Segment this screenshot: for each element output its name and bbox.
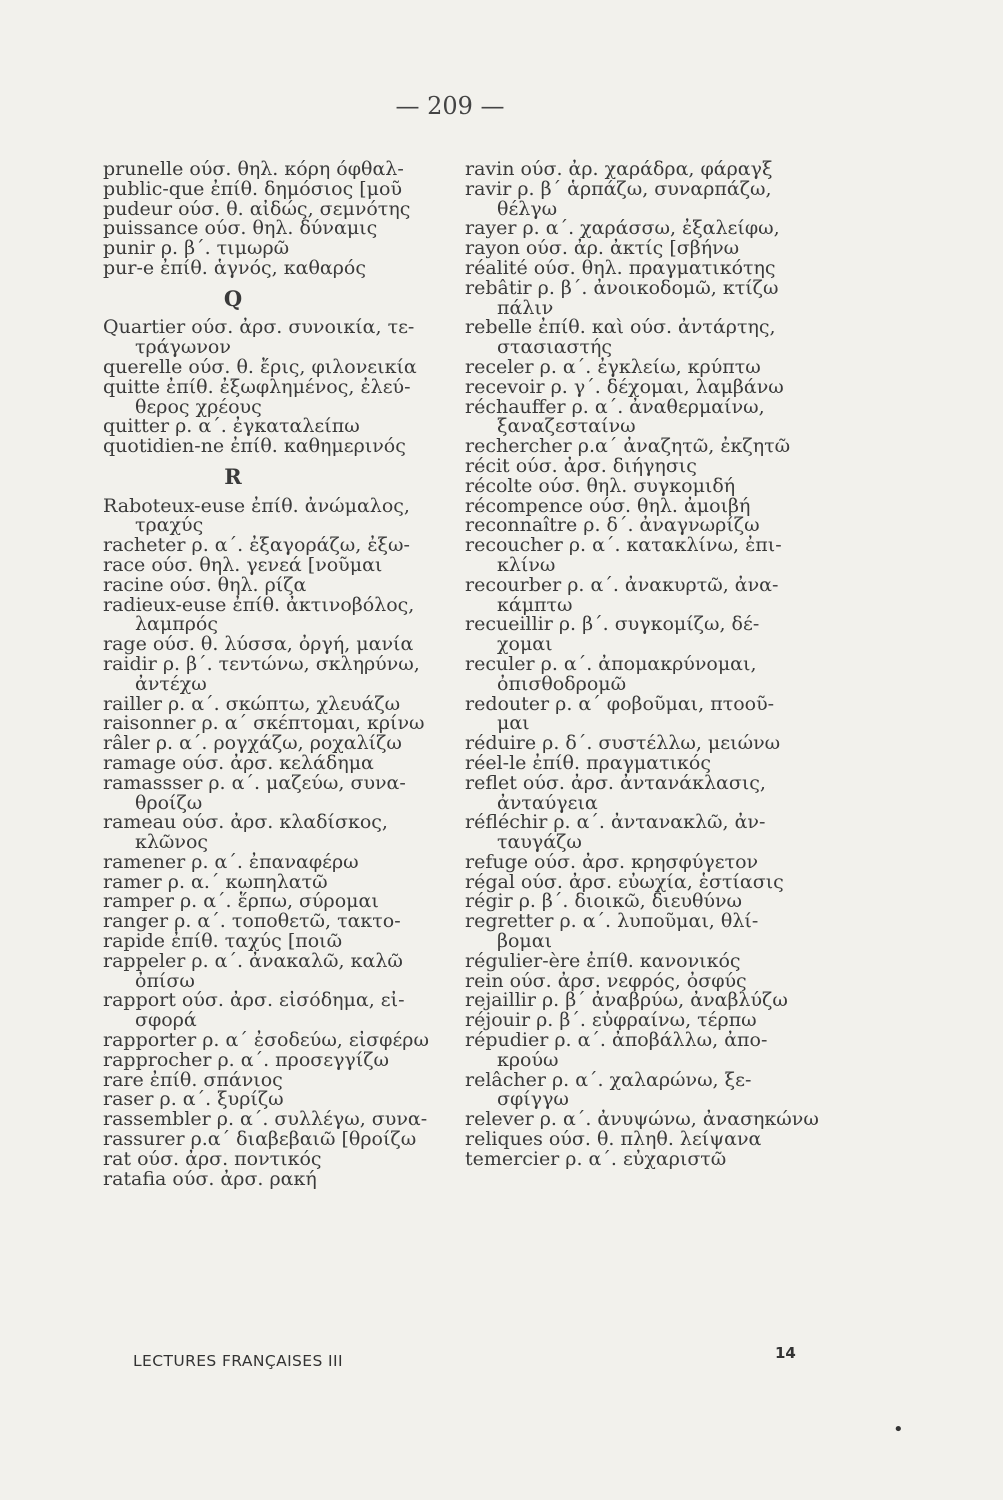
dictionary-entry: regretter ρ. α΄. λυποῦμαι, θλί-	[465, 910, 759, 933]
dictionary-entry: régal ούσ. ἀρσ. εὐωχία, ἑστίασις	[465, 870, 784, 893]
dictionary-entry: rassembler ρ. α΄. συλλέγω, συνα-	[103, 1108, 428, 1131]
dictionary-entry: quitte ἐπίθ. ἐξωφλημένος, ἐλεύ-	[103, 375, 411, 398]
page-number: — 209 —	[395, 92, 505, 120]
dictionary-entry: refuge ούσ. ἀρσ. κρησφύγετον	[465, 850, 759, 873]
dictionary-entry: ranger ρ. α΄. τοποθετῶ, τακτο-	[103, 910, 401, 933]
dictionary-entry: rapide ἐπίθ. ταχύς [ποιῶ	[103, 930, 343, 953]
dictionary-entry: récit ούσ. ἀρσ. διήγησις	[465, 454, 697, 477]
entry-continuation: βομαι	[497, 930, 553, 953]
entry-continuation: τράγωνον	[135, 336, 231, 359]
dictionary-entry: ravin ούσ. ἀρ. χαράδρα, φάραγξ	[465, 158, 773, 180]
dictionary-entry: relâcher ρ. α΄. χαλαρώνω, ξε-	[465, 1068, 752, 1091]
dictionary-entry: reculer ρ. α΄. ἀπομακρύνομαι,	[465, 652, 757, 675]
dictionary-entry: recoucher ρ. α΄. κατακλίνω, ἐπι-	[465, 534, 782, 557]
dictionary-entry: race ούσ. θηλ. γενεά [νοῦμαι	[103, 553, 383, 576]
dictionary-entry: ramage ούσ. ἀρσ. κελάδημα	[103, 751, 374, 774]
dictionary-entry: pudeur ούσ. θ. αἰδώς, σεμνότης	[103, 197, 411, 220]
entry-continuation: τραχύς	[135, 514, 204, 537]
dictionary-entry: réchauffer ρ. α΄. ἀναθερμαίνω,	[465, 395, 765, 418]
dictionary-entry: rameau ούσ. ἀρσ. κλαδίσκος,	[103, 811, 388, 834]
dictionary-entry: Quartier ούσ. ἀρσ. συνοικία, τε-	[103, 316, 415, 339]
dictionary-entry: railler ρ. α΄. σκώπτω, χλευάζω	[103, 692, 401, 715]
dictionary-entry: querelle ούσ. θ. ἔρις, φιλονεικία	[103, 355, 417, 378]
entry-continuation: χομαι	[497, 633, 553, 656]
dictionary-entry: rapporter ρ. α΄ ἐσοδεύω, εἰσφέρω	[103, 1029, 429, 1052]
dictionary-entry: réfléchir ρ. α΄. ἀντανακλῶ, ἀν-	[465, 811, 766, 834]
dictionary-entry: ravir ρ. β΄ ἁρπάζω, συναρπάζω,	[465, 177, 772, 200]
entry-continuation: πάλιν	[497, 296, 554, 319]
entry-continuation: θερος χρέους	[135, 395, 262, 418]
dictionary-entry: racine ούσ. θηλ. ρίζα	[103, 573, 307, 596]
dictionary-entry: reconnaître ρ. δ΄. ἀναγνωρίζω	[465, 514, 760, 537]
dictionary-entry: régir ρ. β΄. διοικῶ, διευθύνω	[465, 890, 743, 913]
dictionary-entry: rebâtir ρ. β΄. ἀνοικοδομῶ, κτίζω	[465, 276, 779, 299]
dictionary-entry: redouter ρ. α΄ φοβοῦμαι, πτοοῦ-	[465, 692, 775, 715]
entry-continuation: σφορά	[135, 1009, 197, 1032]
dictionary-entry: ramener ρ. α΄. ἐπαναφέρω	[103, 850, 359, 873]
entry-continuation: ταυγάζω	[497, 831, 582, 854]
dictionary-entry: réjouir ρ. β΄. εὐφραίνω, τέρπω	[465, 1009, 757, 1032]
entry-continuation: στασιαστής	[497, 336, 613, 359]
dictionary-entry: prunelle ούσ. θηλ. κόρη όφθαλ-	[103, 158, 404, 180]
dictionary-entry: ratafia ούσ. ἀρσ. ρακή	[103, 1167, 317, 1190]
dictionary-entry: ramper ρ. α΄. ἕρπω, σύρομαι	[103, 890, 379, 913]
entry-continuation: ξαναζεσταίνω	[497, 415, 636, 438]
dictionary-entry: rappeler ρ. α΄. ἀνακαλῶ, καλῶ	[103, 949, 403, 972]
dictionary-entry: recourber ρ. α΄. ἀνακυρτῶ, ἀνα-	[465, 573, 779, 596]
dictionary-entry: répudier ρ. α΄. ἀποβάλλω, ἀπο-	[465, 1029, 768, 1052]
dictionary-entry: radieux-euse ἐπίθ. ἀκτινοβόλος,	[103, 593, 415, 616]
dictionary-entry: rayon ούσ. ἀρ. ἀκτίς [σβήνω	[465, 237, 740, 260]
entry-continuation: μαι	[497, 712, 530, 735]
entry-continuation: θέλγω	[497, 197, 558, 220]
dictionary-entry: raser ρ. α΄. ξυρίζω	[103, 1088, 284, 1111]
dictionary-entry: rage ούσ. θ. λύσσα, ὀργή, μανία	[103, 633, 414, 656]
dictionary-entry: rassurer ρ.α΄ διαβεβαιῶ [θροίζω	[103, 1128, 417, 1151]
right-column	[465, 160, 825, 1170]
dictionary-entry: récompence ούσ. θηλ. ἀμοιβή	[465, 494, 751, 517]
dictionary-entry: raisonner ρ. α΄ σκέπτομαι, κρίνω	[103, 712, 425, 735]
dictionary-entry: raidir ρ. β΄. τεντώνω, σκληρύνω,	[103, 652, 420, 675]
entry-continuation: ὀπίσω	[135, 969, 195, 992]
dictionary-entry: réalité ούσ. θηλ. πραγματικότης	[465, 256, 776, 279]
entry-continuation: λαμπρός	[135, 613, 218, 636]
left-column	[103, 160, 483, 1189]
dictionary-entry: régulier-ère ἐπίθ. κανονικός	[465, 949, 741, 972]
entry-continuation: ἀνταύγεια	[497, 791, 598, 814]
dictionary-entry: rein ούσ. ἀρσ. νεφρός, ὀσφύς	[465, 969, 747, 992]
dictionary-entry: recevoir ρ. γ΄. δέχομαι, λαμβάνω	[465, 375, 784, 398]
dictionary-entry: rare ἐπίθ. σπάνιος	[103, 1068, 283, 1091]
dictionary-entry: recueillir ρ. β΄. συγκομίζω, δέ-	[465, 613, 760, 636]
entry-continuation: σφίγγω	[497, 1088, 569, 1111]
dictionary-entry: ramer ρ. α.΄ κωπηλατῶ	[103, 870, 328, 893]
entry-continuation: κρούω	[497, 1048, 559, 1071]
dictionary-entry: Raboteux-euse ἐπίθ. ἀνώμαλος,	[103, 494, 410, 517]
dictionary-entry: ramassser ρ. α΄. μαζεύω, συνα-	[103, 771, 406, 794]
dictionary-entry: rapprocher ρ. α΄. προσεγγίζω	[103, 1048, 390, 1071]
dictionary-entry: quotidien-ne ἐπίθ. καθημερινός	[103, 435, 406, 458]
entry-continuation: ὀπισθοδρομῶ	[497, 672, 627, 695]
section-letter: R	[224, 463, 242, 489]
dictionary-entry: punir ρ. β΄. τιμωρῶ	[103, 237, 290, 260]
dictionary-entry: récolte ούσ. θηλ. συγκομιδή	[465, 474, 736, 497]
dictionary-entry: rayer ρ. α΄. χαράσσω, ἐξαλείφω,	[465, 217, 780, 240]
dictionary-entry: relever ρ. α΄. ἀνυψώνω, ἀνασηκώνω	[465, 1108, 819, 1131]
dictionary-entry: quitter ρ. α΄. ἐγκαταλείπω	[103, 415, 360, 438]
dictionary-entry: rapport ούσ. ἀρσ. εἰσόδημα, εἰ-	[103, 989, 405, 1012]
dictionary-entry: temercier ρ. α΄. εὐχαριστῶ	[465, 1147, 727, 1170]
dictionary-entry: reliques ούσ. θ. πληθ. λείψανα	[465, 1128, 762, 1151]
ink-dot: •	[893, 1419, 904, 1440]
entry-continuation: κλίνω	[497, 553, 556, 576]
entry-continuation: κλῶνος	[135, 831, 209, 854]
dictionary-entry: rejaillir ρ. β΄ ἀναβρύω, ἀναβλύζω	[465, 989, 788, 1012]
dictionary-entry: réel-le ἐπίθ. πραγματικός	[465, 751, 712, 774]
footer-signature: 14	[775, 1344, 796, 1362]
dictionary-entry: rat ούσ. ἀρσ. ποντικός	[103, 1147, 322, 1170]
footer-book-title: LECTURES FRANÇAISES III	[133, 1352, 343, 1370]
entry-continuation: ἀντέχω	[135, 672, 207, 695]
dictionary-entry: puissance ούσ. θηλ. δύναμις	[103, 217, 378, 240]
dictionary-entry: râler ρ. α΄. ρογχάζω, ροχαλίζω	[103, 732, 402, 755]
entry-continuation: θροίζω	[135, 791, 203, 814]
dictionary-entry: public-que ἐπίθ. δημόσιος [μοῦ	[103, 177, 403, 200]
dictionary-entry: réduire ρ. δ΄. συστέλλω, μειώνω	[465, 732, 781, 755]
dictionary-entry: pur-e ἐπίθ. ἁγνός, καθαρός	[103, 256, 366, 279]
dictionary-entry: receler ρ. α΄. ἐγκλείω, κρύπτω	[465, 355, 761, 378]
dictionary-entry: reflet ούσ. ἀρσ. ἀντανάκλασις,	[465, 771, 766, 794]
dictionary-entry: racheter ρ. α΄. ἐξαγοράζω, ἐξω-	[103, 534, 410, 557]
entry-continuation: κάμπτω	[497, 593, 573, 616]
dictionary-entry: rebelle ἐπίθ. καὶ ούσ. ἀντάρτης,	[465, 316, 776, 339]
dictionary-entry: rechercher ρ.α΄ ἀναζητῶ, ἐκζητῶ	[465, 435, 791, 458]
section-letter: Q	[223, 285, 243, 311]
